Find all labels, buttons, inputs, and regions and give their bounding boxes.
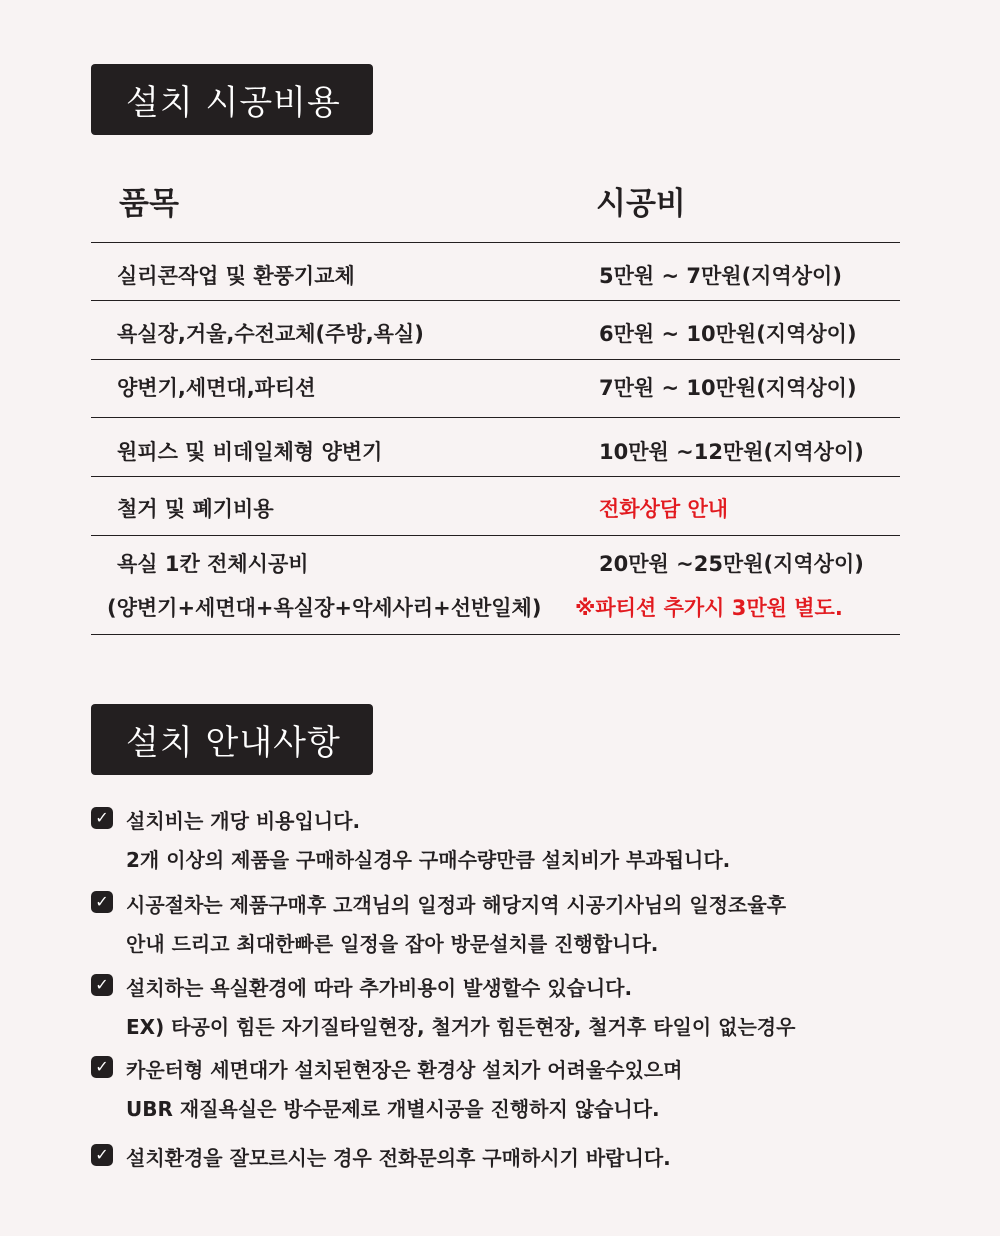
guide-line: 설치환경을 잘모르시는 경우 전화문의후 구매하시기 바랍니다.	[126, 1146, 671, 1170]
checkbox-checked-icon: ✓	[91, 807, 113, 829]
table-row-item: 욕실장,거울,수전교체(주방,욕실)	[117, 322, 424, 346]
table-row-price: 7만원 ~ 10만원(지역상이)	[599, 376, 857, 400]
guide-line: 시공절차는 제품구매후 고객님의 일정과 해당지역 시공기사님의 일정조율후	[126, 893, 787, 917]
checkbox-checked-icon: ✓	[91, 1144, 113, 1166]
table-row-item: 원피스 및 비데일체형 양변기	[117, 440, 383, 464]
table-row-price: 10만원 ~12만원(지역상이)	[599, 440, 864, 464]
table-divider	[91, 535, 900, 536]
table-row-price: 6만원 ~ 10만원(지역상이)	[599, 322, 857, 346]
guide-section-title: 설치 안내사항	[91, 704, 373, 775]
table-row-item: 양변기,세면대,파티션	[117, 376, 316, 400]
checkbox-checked-icon: ✓	[91, 1056, 113, 1078]
full-package-detail: (양변기+세면대+욕실장+악세사리+선반일체)	[107, 596, 542, 620]
table-row-price: 5만원 ~ 7만원(지역상이)	[599, 264, 842, 288]
guide-line: EX) 타공이 힘든 자기질타일현장, 철거가 힘든현장, 철거후 타일이 없는경우	[126, 1015, 796, 1039]
guide-line: UBR 재질욕실은 방수문제로 개별시공을 진행하지 않습니다.	[126, 1097, 660, 1121]
table-divider	[91, 359, 900, 360]
table-row-price: 20만원 ~25만원(지역상이)	[599, 552, 864, 576]
cost-section-title: 설치 시공비용	[91, 64, 373, 135]
checkbox-checked-icon: ✓	[91, 974, 113, 996]
table-divider	[91, 242, 900, 243]
checkbox-checked-icon: ✓	[91, 891, 113, 913]
table-row-item: 욕실 1칸 전체시공비	[117, 552, 309, 576]
guide-line: 2개 이상의 제품을 구매하실경우 구매수량만큼 설치비가 부과됩니다.	[126, 848, 731, 872]
table-divider	[91, 634, 900, 635]
column-header-item: 품목	[119, 186, 179, 222]
table-row-item: 실리콘작업 및 환풍기교체	[117, 264, 355, 288]
table-row-price-consult: 전화상담 안내	[599, 497, 729, 521]
table-divider	[91, 417, 900, 418]
table-divider	[91, 300, 900, 301]
guide-line: 설치하는 욕실환경에 따라 추가비용이 발생할수 있습니다.	[126, 976, 633, 1000]
guide-line: 카운터형 세면대가 설치된현장은 환경상 설치가 어려울수있으며	[126, 1058, 683, 1082]
table-divider	[91, 476, 900, 477]
table-row-item: 철거 및 폐기비용	[117, 497, 274, 521]
guide-line: 설치비는 개당 비용입니다.	[126, 809, 361, 833]
guide-line: 안내 드리고 최대한빠른 일정을 잡아 방문설치를 진행합니다.	[126, 932, 659, 956]
column-header-price: 시공비	[596, 186, 686, 222]
partition-extra-note: ※파티션 추가시 3만원 별도.	[575, 596, 843, 620]
